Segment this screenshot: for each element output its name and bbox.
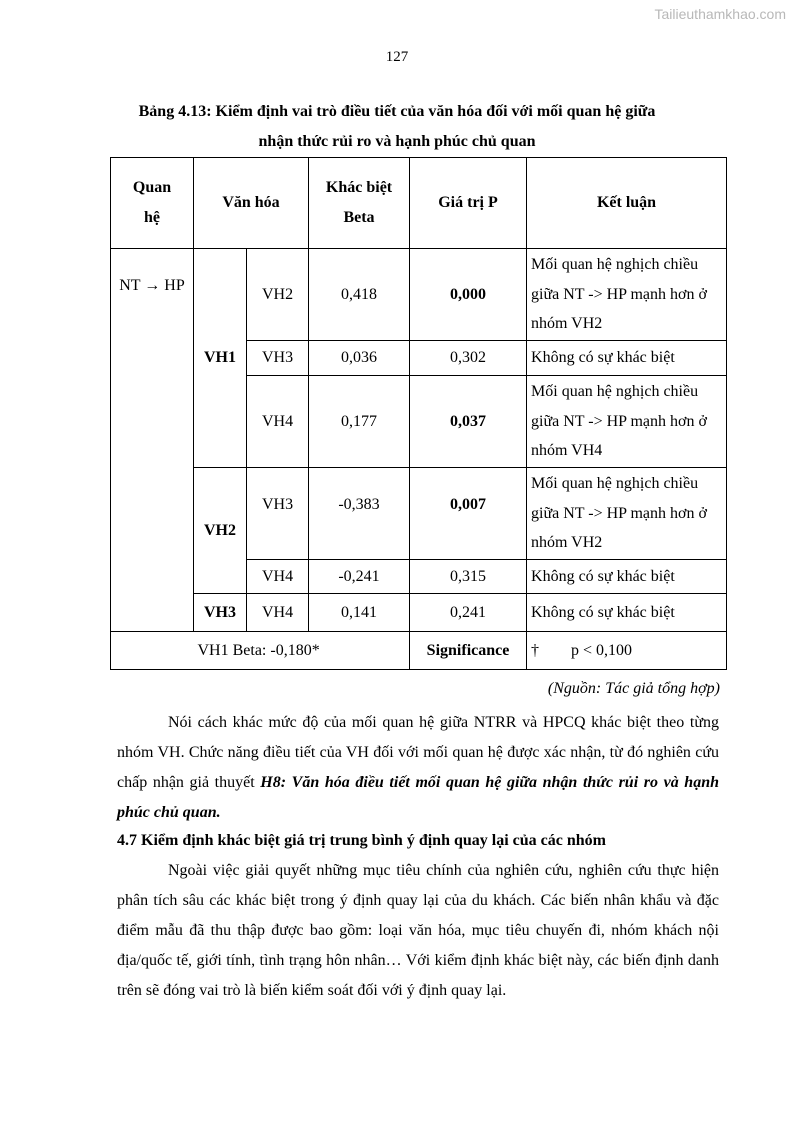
p-note: p < 0,100: [571, 641, 633, 659]
p-cell: 0,315: [410, 560, 527, 594]
table-footer-row: [111, 632, 727, 670]
beta-cell: 0,036: [309, 341, 410, 376]
compare-cell: VH3: [247, 341, 309, 376]
beta-cell: 0,141: [309, 594, 410, 632]
group-cell: VH3: [194, 594, 247, 632]
paragraph-2: [117, 856, 719, 1006]
compare-cell: VH2: [247, 249, 309, 341]
p-cell: 0,007: [410, 468, 527, 560]
paragraph-2-text: Ngoài việc giải quyết những mục tiêu chính của nghiên cứu, nghiên cứu thực hiện phân tích sâu các khác biệt trong ý định quay lại của du khách. Các biến nhân khẩu và đặc điểm mẫu đã thu thập được bao gồm: loại văn hóa, mục tiêu chuyến đi, nhóm khách nội địa/quốc tế, giới tính, tình trạng hôn nhân… Với kiểm định khác biệt này, các biến định danh trên sẽ đóng vai trò là biến kiểm soát đối với ý định quay lại.: [117, 862, 719, 999]
header-conclusion: Kết luận: [527, 158, 727, 249]
header-relation: Quan hệ: [111, 158, 194, 249]
header-culture: Văn hóa: [194, 158, 309, 249]
beta-cell: -0,383: [309, 468, 410, 560]
group-cell: VH2: [194, 468, 247, 594]
significance-note: [527, 632, 727, 670]
caption-line-2: nhận thức rủi ro và hạnh phúc chủ quan: [258, 133, 536, 150]
conclusion-cell: Không có sự khác biệt: [527, 560, 727, 594]
page-number: 127: [385, 49, 409, 65]
table-caption: [110, 97, 684, 157]
compare-cell: VH4: [247, 560, 309, 594]
significance-label: Significance: [410, 632, 527, 670]
table-row: [111, 594, 727, 632]
caption-line-1: Bảng 4.13: Kiểm định vai trò điều tiết của văn hóa đối với mối quan hệ giữa: [138, 103, 656, 120]
source-note: (Nguồn: Tác giả tổng hợp): [547, 680, 720, 697]
header-beta: Khác biệt Beta: [309, 158, 410, 249]
conclusion-cell: Mối quan hệ nghịch chiều giữa NT -> HP mạnh hơn ở nhóm VH2: [527, 249, 727, 341]
table-row: [111, 249, 727, 341]
conclusion-cell: Không có sự khác biệt: [527, 594, 727, 632]
relation-cell: NT → HP: [111, 249, 194, 632]
compare-cell: VH4: [247, 594, 309, 632]
conclusion-cell: Mối quan hệ nghịch chiều giữa NT -> HP mạnh hơn ở nhóm VH2: [527, 468, 727, 560]
p-cell: 0,302: [410, 341, 527, 376]
group-cell: VH1: [194, 249, 247, 468]
p-cell: 0,000: [410, 249, 527, 341]
paragraph-1-text: Nói cách khác mức độ của mối quan hệ giữa NTRR và HPCQ khác biệt theo từng nhóm VH. Chức năng điều tiết của VH đối với mối quan hệ được xác nhận, từ đó nghiên cứu chấp nhận giả thuyết: [117, 714, 719, 791]
conclusion-cell: Mối quan hệ nghịch chiều giữa NT -> HP mạnh hơn ở nhóm VH4: [527, 376, 727, 468]
hypothesis-text: H8: Văn hóa điều tiết mối quan hệ giữa nhận thức rủi ro và hạnh phúc chủ quan.: [117, 774, 720, 821]
moderation-table: [110, 157, 727, 670]
dagger-symbol: †: [531, 641, 540, 659]
watermark: Tailieuthamkhao.com: [654, 6, 786, 22]
conclusion-cell: Không có sự khác biệt: [527, 341, 727, 376]
header-row: [111, 158, 727, 249]
beta-cell: 0,177: [309, 376, 410, 468]
p-cell: 0,037: [410, 376, 527, 468]
compare-cell: VH4: [247, 376, 309, 468]
beta-note: VH1 Beta: -0,180*: [194, 632, 410, 670]
beta-cell: -0,241: [309, 560, 410, 594]
section-heading: 4.7 Kiểm định khác biệt giá trị trung bình ý định quay lại của các nhóm: [117, 832, 606, 849]
header-pvalue: Giá trị P: [410, 158, 527, 249]
table-row: [111, 468, 727, 560]
paragraph-1: [117, 708, 719, 828]
beta-cell: 0,418: [309, 249, 410, 341]
footer-empty-cell: [111, 632, 194, 670]
p-cell: 0,241: [410, 594, 527, 632]
compare-cell: VH3: [247, 468, 309, 560]
